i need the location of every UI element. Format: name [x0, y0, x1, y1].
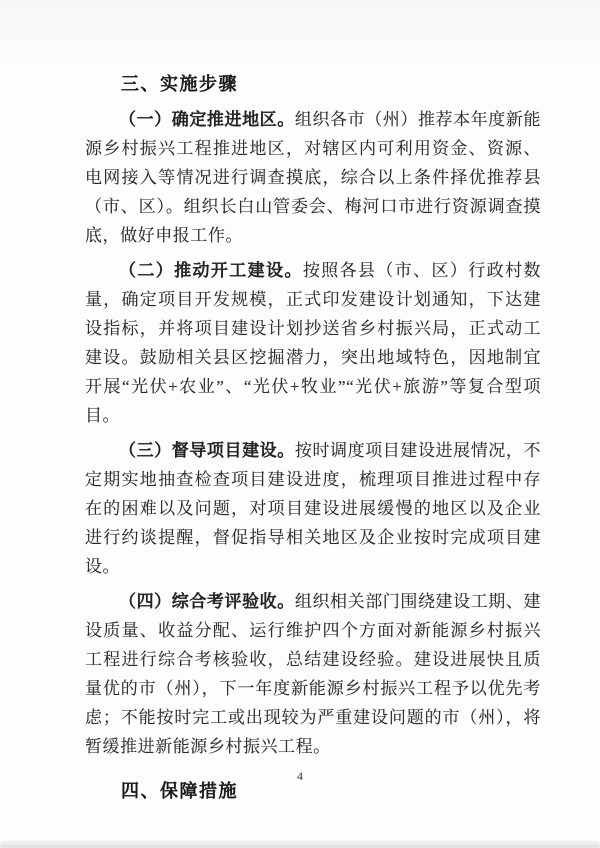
- paragraph-4-lead: （四）综合考评验收。: [119, 592, 295, 611]
- paragraph-3-body: 按时调度项目建设进展情况，不定期实地抽查检查项目建设进度，梳理项目推进过程中存在的困难以及问题，对项目建设进展缓慢的地区以及企业进行约谈提醒，督促指导相关地区及企业按时完成项目建设。: [85, 441, 542, 576]
- scan-top-shading: [0, 0, 600, 70]
- paragraph-3: [85, 436, 541, 581]
- section-heading-safeguard-measures: 四、保障措施: [121, 781, 238, 801]
- paragraph-4-body: 组织相关部门围绕建设工期、建设质量、收益分配、运行维护四个方面对新能源乡村振兴工程进行综合考核验收，总结建设经验。建设进展快且质量优的市（州），下一年度新能源乡村振兴工程予以优先考虑；不能按时完工或出现较为严重建设问题的市（州），将暂缓推进新能源乡村振兴工程。: [85, 592, 542, 756]
- page-number: 4: [297, 769, 303, 783]
- paragraph-2-lead: （二）推动开工建设。: [119, 261, 303, 280]
- paragraph-1: [85, 105, 541, 250]
- paragraph-4: [85, 587, 541, 761]
- paragraph-2: [85, 256, 541, 430]
- paragraph-1-lead: （一）确定推进地区。: [119, 110, 295, 129]
- paragraph-2-body: 按照各县（市、区）行政村数量，确定项目开发规模，正式印发建设计划通知，下达建设指标，并将项目建设计划抄送省乡村振兴局，正式动工建设。鼓励相关县区挖掘潜力，突出地域特色，因地制宜开展“光伏+农业”、“光伏+牧业”“光伏+旅游”等复合型项目。: [85, 261, 541, 425]
- scan-bottom-edge: [0, 839, 600, 848]
- paragraph-1-body: 组织各市（州）推荐本年度新能源乡村振兴工程推进地区，对辖区内可利用资金、资源、电网接入等情况进行调查摸底，综合以上条件择优推荐县（市、区）。组织长白山管委会、梅河口市进行资源调查摸底，做好申报工作。: [85, 110, 542, 245]
- section-heading-implementation-steps: 三、实施步骤: [121, 74, 238, 94]
- document-content: [85, 64, 541, 806]
- paragraph-3-lead: （三）督导项目建设。: [119, 441, 295, 460]
